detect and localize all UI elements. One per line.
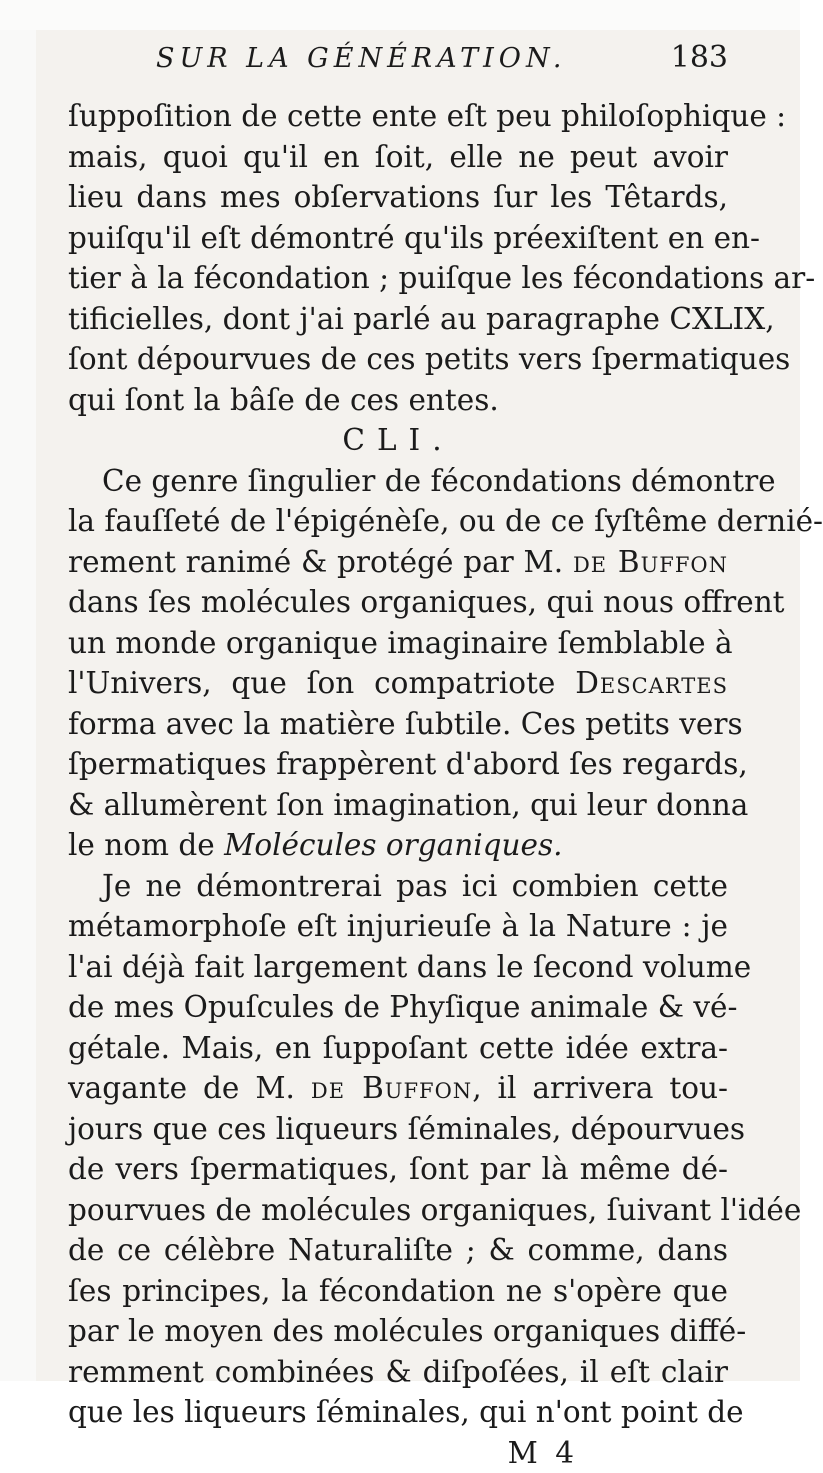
text-line: & allumèrent ſon imagination, qui leur donna (68, 785, 728, 826)
text-line: gétale. Mais, en ſuppoſant cette idée extra- (68, 1028, 728, 1069)
text-line: l'ai déjà fait largement dans le ſecond volume (68, 947, 728, 988)
text-line: ſont dépourvues de ces petits vers ſpermatiques (68, 339, 728, 380)
text-block (68, 40, 728, 1473)
text-line (68, 663, 728, 704)
text-line (68, 1068, 728, 1109)
text-line: ſes principes, la fécondation ne s'opère que (68, 1271, 728, 1312)
text-line (68, 542, 728, 583)
author-name-buffon: de Buffon (311, 1071, 472, 1105)
text-line: Je ne démontrerai pas ici combien cette (68, 866, 728, 907)
text-line: de ce célèbre Naturaliſte ; & comme, dans (68, 1230, 728, 1271)
text-line: mais, quoi qu'il en ſoit, elle ne peut avoir (68, 137, 728, 178)
text-line: de vers ſpermatiques, ſont par là même dé- (68, 1149, 728, 1190)
text-line: de mes Opuſcules de Phyſique animale & vé- (68, 987, 728, 1028)
text-line: ſpermatiques frappèrent d'abord ſes regards, (68, 744, 728, 785)
scan-margin-top (0, 0, 800, 30)
text-line: tier à la fécondation ; puiſque les fécondations ar- (68, 258, 728, 299)
paragraph-3 (68, 866, 728, 1433)
text-line: jours que ces liqueurs ſéminales, dépourvues (68, 1109, 728, 1150)
text-line: lieu dans mes obſervations ſur les Têtards, (68, 177, 728, 218)
text-line: dans ſes molécules organiques, qui nous offrent (68, 582, 728, 623)
text-run: le nom de (68, 828, 224, 862)
italic-term: Molécules organiques. (224, 828, 562, 862)
author-name-descartes: Descartes (575, 666, 728, 700)
text-line: ſuppoſition de cette ente eſt peu philoſophique : (68, 96, 728, 137)
text-line: remment combinées & diſpoſées, il eſt clair (68, 1352, 728, 1393)
text-run: vagante de M. (68, 1071, 311, 1105)
scan-margin-left (0, 0, 36, 1381)
paragraph-2 (68, 461, 728, 866)
running-head (68, 40, 728, 96)
text-line: métamorphoſe eſt injurieuſe à la Nature : je (68, 906, 728, 947)
text-run: l'Univers, que ſon compatriote (68, 666, 575, 700)
text-line: que les liqueurs ſéminales, qui n'ont point de (68, 1392, 728, 1433)
signature-mark: M 4 (68, 1433, 728, 1473)
text-line: pourvues de molécules organiques, ſuivant l'idée (68, 1190, 728, 1231)
page-number: 183 (671, 40, 728, 75)
section-heading: CLI. (68, 420, 728, 461)
text-line: par le moyen des molécules organiques diffé- (68, 1311, 728, 1352)
text-line: qui ſont la bâſe de ces entes. (68, 380, 728, 421)
text-line: forma avec la matière ſubtile. Ces petits vers (68, 704, 728, 745)
text-run: , il arrivera tou- (472, 1071, 728, 1105)
text-line (68, 825, 728, 866)
text-line: tificielles, dont j'ai parlé au paragraphe CXLIX, (68, 299, 728, 340)
text-line: la fauſſeté de l'épigénèſe, ou de ce ſyſtême dernié- (68, 501, 728, 542)
text-line: un monde organique imaginaire ſemblable à (68, 623, 728, 664)
text-line: Ce genre ſingulier de fécondations démontre (68, 461, 728, 502)
text-run: rement ranimé & protégé par M. (68, 545, 573, 579)
author-name-buffon: de Buffon (573, 545, 728, 579)
paragraph-1 (68, 96, 728, 420)
text-line: puiſqu'il eſt démontré qu'ils préexiſtent en en- (68, 218, 728, 259)
running-head-title: SUR LA GÉNÉRATION. (156, 43, 566, 74)
